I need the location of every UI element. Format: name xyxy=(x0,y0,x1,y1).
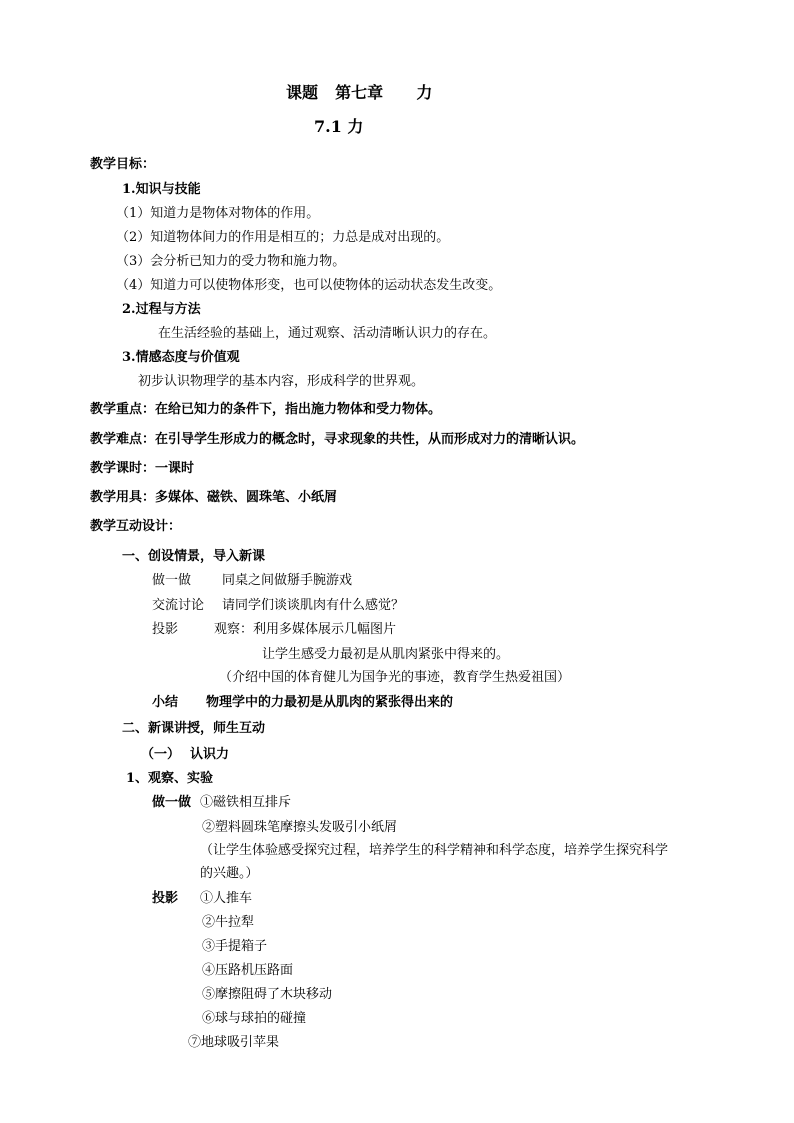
knowledge-item-1: （1）知道力是物体对物体的作用。 xyxy=(116,206,320,221)
attitude-heading: 3.情感态度与价值观 xyxy=(122,350,240,365)
project-item-7: ⑦地球吸引苹果 xyxy=(188,1035,280,1050)
title-course: 课题 xyxy=(286,83,319,102)
part2-sub-number: （一） xyxy=(141,747,181,762)
part1-feel-text: 让学生感受力最初是从肌肉紧张中得来的。 xyxy=(262,647,510,662)
knowledge-item-3: （3）会分析已知力的受力物和施力物。 xyxy=(116,254,346,269)
knowledge-heading: 1.知识与技能 xyxy=(122,182,201,197)
part2-sub-title: 认识力 xyxy=(190,747,230,762)
part1-discuss-label: 交流讨论 xyxy=(152,598,205,613)
part1-do-text: 同桌之间做掰手腕游戏 xyxy=(222,573,353,588)
project-item-2: ②牛拉犁 xyxy=(202,915,255,930)
project-item-4: ④压路机压路面 xyxy=(202,963,294,978)
project-item-6: ⑥球与球拍的碰撞 xyxy=(202,1011,307,1026)
part1-summary-text: 物理学中的力最初是从肌肉的紧张得出来的 xyxy=(206,695,454,710)
part1-project-label: 投影 xyxy=(152,622,179,637)
part2-heading: 二、新课讲授，师生互动 xyxy=(122,721,266,736)
project-item-1: ①人推车 xyxy=(200,891,253,906)
design-heading: 教学互动设计： xyxy=(90,519,182,534)
do-item-1: ①磁铁相互排斥 xyxy=(200,795,292,810)
part1-do-label: 做一做 xyxy=(152,573,192,588)
project-item-3: ③手提箱子 xyxy=(202,939,268,954)
class-period: 教学课时：一课时 xyxy=(90,461,195,476)
part2-do-label: 做一做 xyxy=(152,795,192,810)
observe-heading: 1、观察、实验 xyxy=(126,771,214,786)
knowledge-item-4: （4）知道力可以使物体形变，也可以使物体的运动状态发生改变。 xyxy=(116,278,502,293)
part1-project-text: 观察：利用多媒体展示几幅图片 xyxy=(214,622,397,637)
do-item-2: ②塑料圆珠笔摩擦头发吸引小纸屑 xyxy=(202,820,398,835)
objectives-heading: 教学目标： xyxy=(90,157,156,172)
difficulty: 教学难点：在引导学生形成力的概念时，寻求现象的共性，从而形成对力的清晰认识。 xyxy=(90,432,585,447)
part1-intro-text: （介绍中国的体育健儿为国争光的事迹，教育学生热爱祖国） xyxy=(219,670,571,685)
teaching-tools: 教学用具：多媒体、磁铁、圆珠笔、小纸屑 xyxy=(90,490,338,505)
part1-discuss-text: 请同学们谈谈肌肉有什么感觉？ xyxy=(222,598,405,613)
process-text: 在生活经验的基础上，通过观察、活动清晰认识力的存在。 xyxy=(158,326,497,341)
part2-project-label: 投影 xyxy=(152,891,179,906)
title-chapter: 第七章 xyxy=(335,83,384,102)
title-topic: 力 xyxy=(416,83,433,102)
page-title xyxy=(286,82,432,104)
note-line-2: 的兴趣。） xyxy=(200,866,259,881)
part1-heading: 一、创设情景，导入新课 xyxy=(122,549,266,564)
note-line-1: （让学生体验感受探究过程，培养学生的科学精神和科学态度，培养学生探究科学 xyxy=(200,843,669,858)
project-item-5: ⑤摩擦阻碍了木块移动 xyxy=(202,987,333,1002)
part1-summary-label: 小结 xyxy=(152,695,179,710)
knowledge-item-2: （2）知道物体间力的作用是相互的；力总是成对出现的。 xyxy=(116,230,450,245)
section-title: 7.1 力 xyxy=(314,117,364,136)
process-heading: 2.过程与方法 xyxy=(122,302,201,317)
key-point: 教学重点：在给已知力的条件下，指出施力物体和受力物体。 xyxy=(90,402,442,417)
attitude-text: 初步认识物理学的基本内容，形成科学的世界观。 xyxy=(138,374,425,389)
